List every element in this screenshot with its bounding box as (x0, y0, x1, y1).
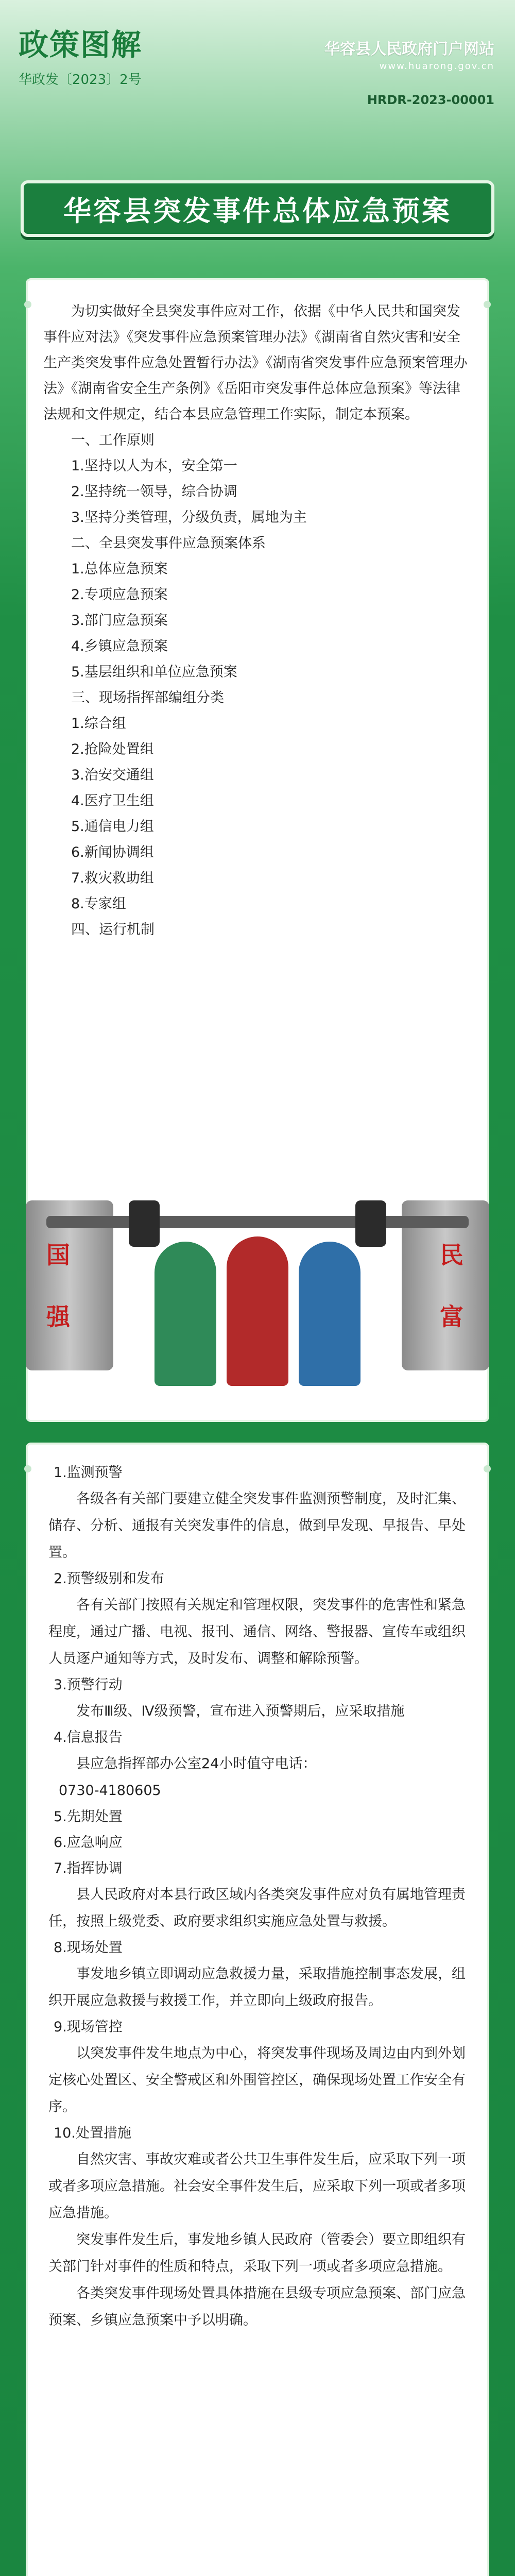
mechanism-paragraph: 以突发事件发生地点为中心，将突发事件现场及周边由内到外划定核心处置区、安全警戒区和外围管控区，确保现场处置工作安全有序。 (48, 2045, 466, 2115)
mechanism-heading: 4.信息报告 (54, 1730, 123, 1745)
duty-phone[interactable]: 0730-4180605 (59, 1783, 161, 1799)
brand-title: 政策图解 (19, 27, 143, 62)
page-title: 华容县突发事件总体应急预案 (63, 194, 452, 227)
list-item: 5.通信电力组 (71, 819, 154, 835)
person-figure (299, 1242, 360, 1386)
title-banner (21, 180, 494, 237)
list-item: 2.抢险处置组 (71, 741, 154, 757)
mechanism-heading: 1.监测预警 (54, 1465, 123, 1481)
principle-list (43, 453, 472, 531)
list-item: 3.部门应急预案 (71, 613, 168, 629)
barbell (46, 1216, 469, 1228)
barbell-plate (129, 1200, 160, 1247)
weightlifting-illustration (26, 1180, 489, 1396)
panel-ring-icon (24, 1465, 31, 1472)
mechanism-paragraph: 各类突发事件现场处置具体措施在县级专项应急预案、部门应急预案、乡镇应急预案中予以明确。 (48, 2285, 466, 2328)
mechanism-heading: 2.预警级别和发布 (54, 1571, 164, 1587)
mechanism-paragraph: 突发事件发生后，事发地乡镇人民政府（管委会）要立即组织有关部门针对事件的性质和特点，采取下列一项或者多项应急措施。 (48, 2232, 466, 2275)
panel-ring-icon (24, 301, 31, 308)
mechanism-paragraph: 各有关部门按照有关规定和管理权限，突发事件的危害性和紧急程度，通过广播、电视、报刊、通信、网络、警报器、宣传车或组织人员逐户通知等方式，及时发布、调整和解除预警。 (48, 1597, 466, 1667)
site-url: www.huarong.gov.cn (379, 61, 494, 72)
panel-ring-icon (484, 1465, 491, 1472)
list-item: 1.总体应急预案 (71, 561, 168, 577)
list-item: 8.专家组 (71, 896, 126, 912)
pillar-text: 国 (46, 1241, 70, 1269)
list-item: 2.专项应急预案 (71, 587, 168, 603)
mechanism-paragraph: 发布Ⅲ级、Ⅳ级预警，宣布进入预警期后，应采取措施 (76, 1703, 405, 1719)
list-item: 5.基层组织和单位应急预案 (71, 664, 237, 680)
barbell-plate (355, 1200, 386, 1247)
pillar-text: 强 (46, 1303, 70, 1331)
panel-ring-icon (484, 301, 491, 308)
mechanism-paragraph: 各级各有关部门要建立健全突发事件监测预警制度，及时汇集、储存、分析、通报有关突发事件的信息，做到早发现、早报告、早处置。 (48, 1491, 466, 1561)
section-heading: 三、现场指挥部编组分类 (71, 690, 224, 706)
plan-system-list (43, 556, 472, 685)
mechanism-heading: 6.应急响应 (54, 1835, 123, 1851)
mechanism-paragraph: 县人民政府对本县行政区域内各类突发事件应对负有属地管理责任，按照上级党委、政府要求组织实施应急处置与救援。 (48, 1887, 466, 1929)
pillar-text: 民 (440, 1241, 464, 1269)
section-heading: 二、全县突发事件应急预案体系 (71, 535, 266, 551)
list-item: 7.救灾救助组 (71, 870, 154, 886)
pillar-text: 富 (440, 1303, 464, 1331)
mechanism-heading: 3.预警行动 (54, 1677, 123, 1693)
mechanism-heading: 7.指挥协调 (54, 1860, 123, 1876)
list-item: 1.坚持以人为本，安全第一 (71, 458, 237, 474)
mechanism-paragraph: 事发地乡镇立即调动应急救援力量，采取措施控制事态发展，组织开展应急救援与救援工作，并立即向上级政府报告。 (48, 1966, 466, 2009)
brand-block (19, 21, 142, 88)
list-item: 4.医疗卫生组 (71, 793, 154, 809)
intro-paragraph: 为切实做好全县突发事件应对工作，依据《中华人民共和国突发事件应对法》《突发事件应急预案管理办法》《湖南省自然灾害和安全生产类突发事件应急处置暂行办法》《湖南省突发事件应急预案管理办法》《湖南省安全生产条例》《岳阳市突发事件总体应急预案》等法律法规和文件规定，结合本县应急管理工作实际，制定本预案。 (43, 303, 468, 422)
list-item: 1.综合组 (71, 716, 126, 732)
mechanism-heading: 5.先期处置 (54, 1809, 123, 1825)
section-heading: 一、工作原则 (71, 432, 154, 448)
site-name: 华容县人民政府门户网站 (324, 40, 494, 58)
list-item: 4.乡镇应急预案 (71, 638, 168, 654)
list-item: 2.坚持统一领导，综合协调 (71, 484, 237, 500)
mechanism-paragraph: 县应急指挥部办公室24小时值守电话： (76, 1756, 317, 1772)
mechanism-heading: 8.现场处置 (54, 1940, 123, 1956)
panel-mechanism (26, 1443, 489, 2576)
section-heading: 四、运行机制 (71, 922, 154, 938)
doc-reference: 华政发〔2023〕2号 (19, 72, 142, 88)
list-item: 3.坚持分类管理，分级负责，属地为主 (71, 510, 307, 526)
person-figure (154, 1242, 216, 1386)
list-item: 6.新闻协调组 (71, 844, 154, 860)
list-item: 3.治安交通组 (71, 767, 154, 783)
document-number: HRDR-2023-00001 (367, 93, 494, 107)
mechanism-paragraph: 自然灾害、事故灾难或者公共卫生事件发生后，应采取下列一项或者多项应急措施。社会安全事件发生后，应采取下列一项或者多项应急措施。 (48, 2151, 466, 2221)
person-figure (227, 1236, 288, 1386)
mechanism-heading: 10.处置措施 (54, 2125, 131, 2141)
site-logo[interactable] (324, 36, 494, 72)
command-group-list (43, 711, 472, 917)
mechanism-heading: 9.现场管控 (54, 2019, 123, 2035)
